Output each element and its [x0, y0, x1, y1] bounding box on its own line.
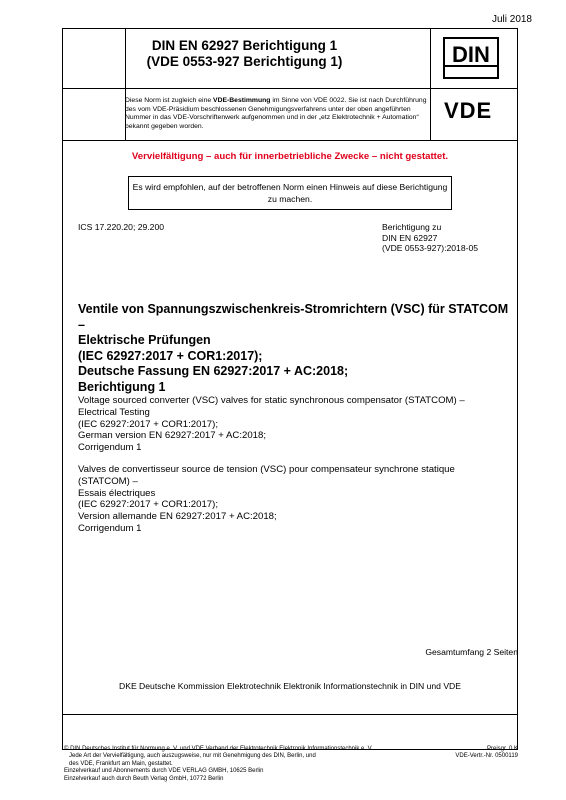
footer-divider	[62, 714, 518, 715]
vde-notice	[125, 97, 430, 131]
german-title-line: Berichtigung 1	[78, 379, 166, 394]
din-logo	[436, 36, 506, 80]
german-title-line: Ventile von Spannungszwischenkreis-Stromrichtern (VSC) für STATCOM –	[78, 302, 509, 332]
reproduction-warning: Vervielfältigung – auch für innerbetriebliche Zwecke – nicht gestattet.	[131, 151, 449, 162]
german-title-line: Deutsche Fassung EN 62927:2017 + AC:2018;	[78, 364, 349, 378]
vde-notice-bold: VDE-Bestimmung	[213, 97, 271, 104]
french-title-line: Corrigendum 1	[78, 522, 142, 534]
document-title	[62, 38, 427, 70]
footer-line: Einzelverkauf auch durch Beuth Verlag GmbH, 10772 Berlin	[64, 775, 224, 782]
copyright-footer	[64, 746, 444, 783]
header-divider	[62, 88, 518, 89]
french-title-line: (IEC 62927:2017 + COR1:2017);	[78, 499, 218, 511]
price-group: Preisgr. 0 K	[486, 746, 518, 752]
total-pages: Gesamtumfang 2 Seiten	[425, 647, 518, 657]
english-title-line: Voltage sourced converter (VSC) valves for static synchronous compensator (STATCOM) –	[78, 395, 465, 406]
german-title-line: (IEC 62927:2017 + COR1:2017);	[78, 348, 263, 363]
english-title-line: (IEC 62927:2017 + COR1:2017);	[78, 418, 218, 430]
price-info	[455, 746, 518, 761]
vde-logo: VDE	[444, 98, 493, 123]
publication-date: Juli 2018	[491, 14, 532, 25]
logo-column-line	[430, 28, 431, 140]
english-title-line: German version EN 62927:2017 + AC:2018;	[78, 430, 266, 442]
footer-line: Jede Art der Vervielfältigung, auch auszugsweise, nur mit Genehmigung des DIN, Berlin, und	[64, 753, 316, 760]
vde-notice-text-2: im Sinne von VDE 0022. Sie ist nach Durchführung des vom VDE-Präsidium beschlossenen Genehmigungsverfahrens unter der oben angeführten Nummer in das VDE-Vorschriftenwerk aufgenommen und in der „etz Elektrotechnik + Automation“ bekannt gegeben worden.	[125, 97, 427, 130]
footer-line: Einzelverkauf und Abonnements durch VDE VERLAG GMBH, 10625 Berlin	[64, 768, 264, 775]
recommendation-box: Es wird empfohlen, auf der betroffenen Norm einen Hinweis auf diese Berichtigung zu machen.	[128, 176, 452, 210]
german-title	[78, 302, 518, 395]
french-title	[78, 464, 518, 535]
reference-line: Berichtigung zu	[382, 222, 442, 232]
vde-divider	[62, 140, 518, 141]
footer-line: des VDE, Frankfurt am Main, gestattet.	[64, 760, 173, 767]
ics-code: ICS 17.220.20; 29.200	[78, 222, 165, 232]
english-title-line: Corrigendum 1	[78, 442, 142, 454]
title-line-1: DIN EN 62927 Berichtigung 1	[151, 38, 338, 53]
vde-order-number: VDE-Vertr.-Nr. 0500119	[455, 753, 518, 760]
title-line-2: (VDE 0553-927 Berichtigung 1)	[146, 54, 343, 69]
reference-line: DIN EN 62927	[382, 232, 438, 243]
footer-line: © DIN Deutsches Institut für Normung e. V. und VDE Verband der Elektrotechnik Elektronik Informationstechnik e. V.	[64, 746, 373, 752]
dke-committee: DKE Deutsche Kommission Elektrotechnik Elektronik Informationstechnik in DIN und VDE	[119, 681, 461, 691]
french-title-line: (STATCOM) –	[78, 475, 138, 487]
french-title-line: Version allemande EN 62927:2017 + AC:2018;	[78, 511, 277, 523]
vde-notice-text-1: Diese Norm ist zugleich eine	[125, 97, 214, 104]
french-title-line: Valves de convertisseur source de tension (VSC) pour compensateur synchrone statique	[78, 464, 455, 475]
english-title-line: Electrical Testing	[78, 406, 150, 418]
correction-reference	[382, 222, 512, 254]
reference-line: (VDE 0553-927):2018-05	[382, 243, 479, 253]
english-title	[78, 395, 518, 454]
german-title-line: Elektrische Prüfungen	[78, 333, 211, 347]
french-title-line: Essais électriques	[78, 487, 156, 499]
din-logo-text: DIN	[452, 42, 490, 67]
